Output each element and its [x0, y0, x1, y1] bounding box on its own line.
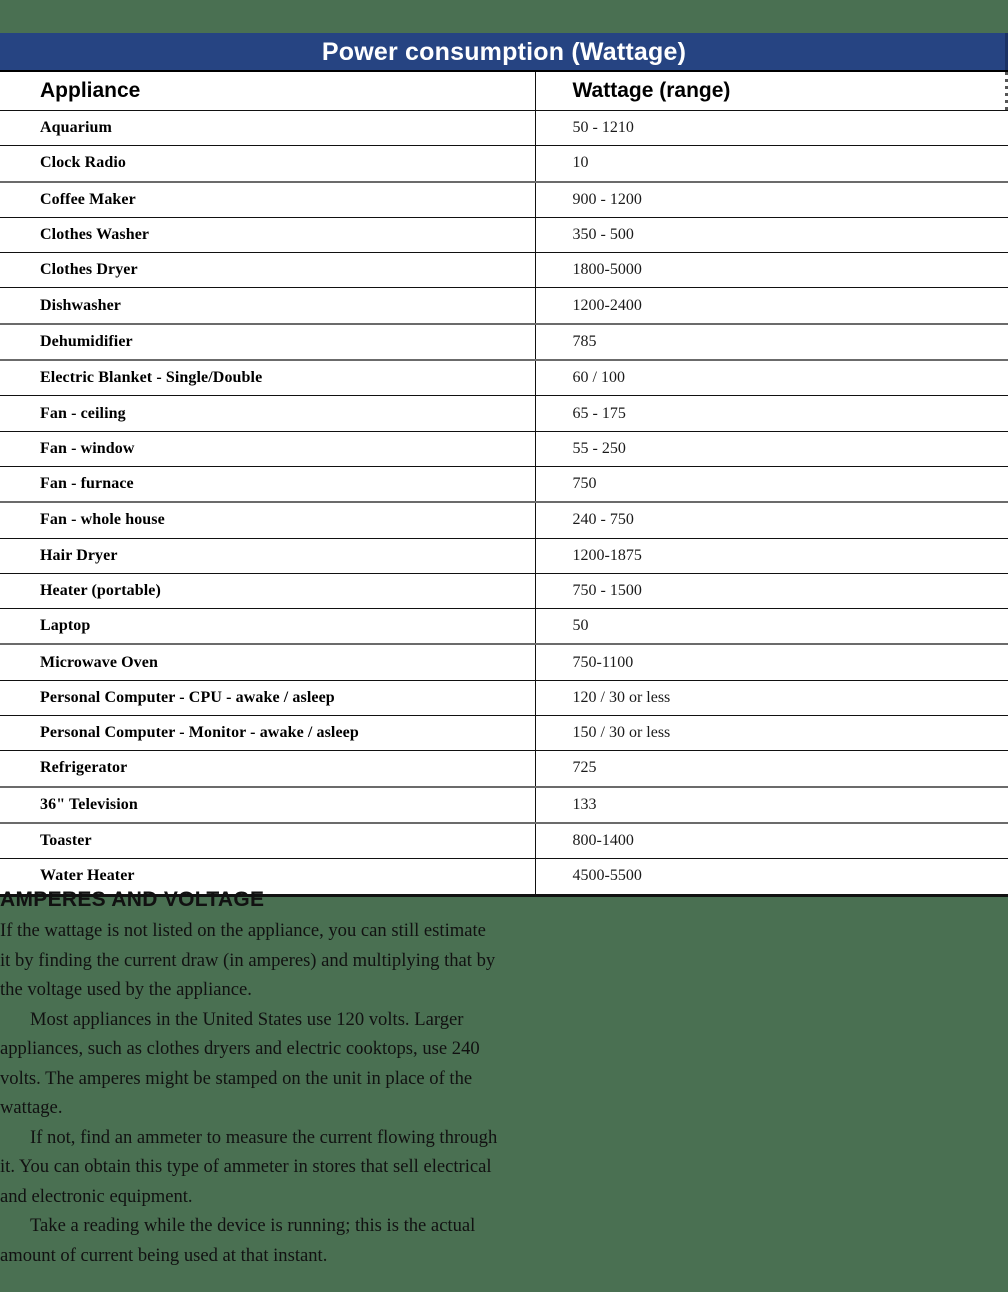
table-body [0, 111, 1008, 896]
cell-appliance: Fan - furnace [0, 466, 535, 502]
cell-wattage: 900 - 1200 [535, 182, 1008, 218]
cell-appliance: Fan - window [0, 431, 535, 466]
cell-appliance: Toaster [0, 823, 535, 859]
article-heading: AMPERES AND VOLTAGE [0, 888, 265, 911]
cell-wattage: 50 - 1210 [535, 111, 1008, 146]
table-row [0, 823, 1008, 859]
table-row [0, 396, 1008, 431]
table-row [0, 324, 1008, 360]
cell-wattage: 1800-5000 [535, 253, 1008, 288]
article-paragraph-4: Take a reading while the device is running; this is the actual amount of current being used at that instant. [0, 1215, 476, 1266]
cell-wattage: 240 - 750 [535, 502, 1008, 538]
table-row [0, 217, 1008, 252]
cell-wattage: 1200-1875 [535, 538, 1008, 573]
cell-wattage: 10 [535, 146, 1008, 182]
table-row [0, 360, 1008, 396]
article-paragraph-2: Most appliances in the United States use 120 volts. Larger appliances, such as clothes dryers and electric cooktops, use 240 volts. The amperes might be stamped on the unit in place of the wattage. [0, 1008, 480, 1118]
table-header-row [0, 72, 1008, 111]
column-header-appliance: Appliance [0, 72, 535, 111]
cell-wattage: 133 [535, 787, 1008, 823]
column-header-wattage: Wattage (range) [535, 72, 1008, 111]
cell-appliance: Dishwasher [0, 288, 535, 324]
cell-appliance: Coffee Maker [0, 182, 535, 218]
cell-appliance: Personal Computer - CPU - awake / asleep [0, 680, 535, 715]
table-row [0, 182, 1008, 218]
cell-wattage: 800-1400 [535, 823, 1008, 859]
article-paragraph-3: If not, find an ammeter to measure the current flowing through it. You can obtain this type of ammeter in stores that sell electrical and electronic equipment. [0, 1126, 498, 1207]
power-consumption-table [0, 72, 1008, 897]
article-amperes-and-voltage [0, 888, 500, 1270]
cell-wattage: 750-1100 [535, 644, 1008, 680]
cell-wattage: 785 [535, 324, 1008, 360]
table-row [0, 538, 1008, 573]
table-row [0, 146, 1008, 182]
cell-wattage: 65 - 175 [535, 396, 1008, 431]
cell-appliance: Fan - whole house [0, 502, 535, 538]
cell-appliance: Laptop [0, 609, 535, 645]
cell-wattage: 750 [535, 466, 1008, 502]
cell-wattage: 350 - 500 [535, 217, 1008, 252]
cell-appliance: Clothes Washer [0, 217, 535, 252]
cell-wattage: 150 / 30 or less [535, 716, 1008, 751]
cell-appliance: Clothes Dryer [0, 253, 535, 288]
table-row [0, 787, 1008, 823]
cell-wattage: 55 - 250 [535, 431, 1008, 466]
cell-appliance: Water Heater [0, 859, 535, 895]
table-row [0, 716, 1008, 751]
cell-wattage: 60 / 100 [535, 360, 1008, 396]
cell-wattage: 4500-5500 [535, 859, 1008, 895]
table-row [0, 644, 1008, 680]
cell-appliance: Aquarium [0, 111, 535, 146]
table-row [0, 111, 1008, 146]
cell-appliance: Personal Computer - Monitor - awake / asleep [0, 716, 535, 751]
cell-appliance: Hair Dryer [0, 538, 535, 573]
table-row [0, 609, 1008, 645]
table-row [0, 466, 1008, 502]
cell-appliance: 36" Television [0, 787, 535, 823]
table-row [0, 751, 1008, 787]
power-consumption-table-block [0, 33, 1008, 897]
table-title: Power consumption (Wattage) [0, 33, 1008, 72]
table-row [0, 502, 1008, 538]
table-row [0, 253, 1008, 288]
cell-wattage: 1200-2400 [535, 288, 1008, 324]
cell-wattage: 725 [535, 751, 1008, 787]
table-row [0, 431, 1008, 466]
cell-appliance: Electric Blanket - Single/Double [0, 360, 535, 396]
cell-appliance: Heater (portable) [0, 573, 535, 608]
article-paragraph-1: If the wattage is not listed on the appliance, you can still estimate it by finding the current draw (in amperes) and multiplying that by the voltage used by the appliance. [0, 920, 496, 1000]
table-row [0, 573, 1008, 608]
table-row [0, 288, 1008, 324]
cell-wattage: 50 [535, 609, 1008, 645]
cell-wattage: 750 - 1500 [535, 573, 1008, 608]
cell-appliance: Clock Radio [0, 146, 535, 182]
cell-appliance: Refrigerator [0, 751, 535, 787]
cell-appliance: Fan - ceiling [0, 396, 535, 431]
cell-wattage: 120 / 30 or less [535, 680, 1008, 715]
cell-appliance: Dehumidifier [0, 324, 535, 360]
cell-appliance: Microwave Oven [0, 644, 535, 680]
table-row [0, 680, 1008, 715]
